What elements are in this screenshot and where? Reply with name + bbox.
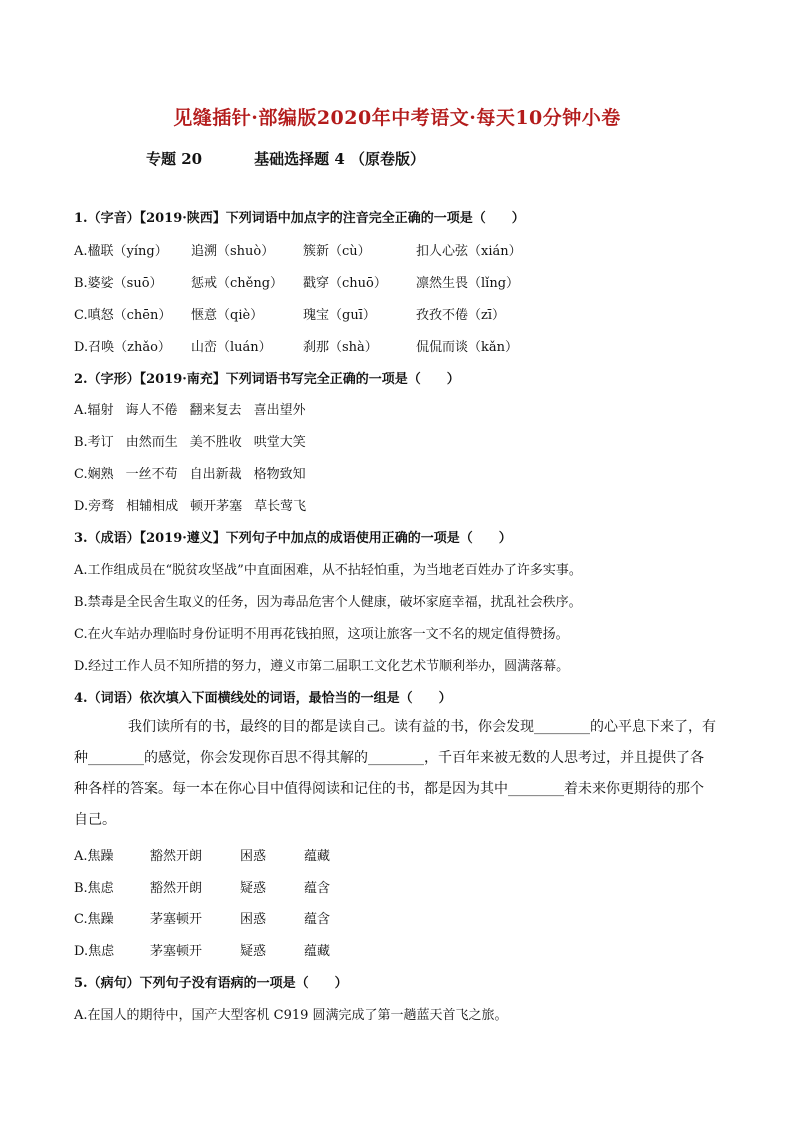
option-word: 格物致知 — [253, 467, 306, 482]
option-word: D.焦虑 — [74, 944, 115, 959]
option-word: 豁然开朗 — [150, 849, 203, 864]
option-word: 蕴藏 — [304, 944, 331, 959]
option-word: A.楹联（yíng） — [74, 244, 168, 259]
option-word: B.考订 — [74, 435, 114, 450]
option-word: D.召唤（zhǎo） — [74, 340, 171, 355]
topic-label: 专题 20 — [146, 150, 203, 168]
q1-option-c — [74, 304, 505, 323]
option-word: 侃侃而谈（kǎn） — [416, 340, 519, 355]
option-word: 豁然开朗 — [150, 881, 203, 896]
option-word: 疑惑 — [240, 944, 267, 959]
q3-option-a: A.工作组成员在“脱贫攻坚战”中直面困难，从不拈轻怕重，为当地老百姓办了许多实事。 — [74, 563, 582, 578]
passage-line: 自己。 — [74, 812, 116, 828]
q4-option-d — [74, 940, 330, 959]
option-word: 孜孜不倦（zī） — [416, 308, 506, 323]
q2-option-a — [74, 399, 306, 418]
option-word: C.焦躁 — [74, 912, 114, 927]
option-word: 由然而生 — [125, 435, 178, 450]
q4-option-b — [74, 877, 330, 896]
q2-option-d — [74, 495, 306, 514]
question-5-stem: 5.（病句）下列句子没有语病的一项是（ ） — [74, 976, 348, 991]
option-word: A.焦躁 — [74, 849, 114, 864]
question-4-stem: 4.（词语）依次填入下面横线处的词语，最恰当的一组是（ ） — [74, 691, 452, 706]
q1-option-a — [74, 240, 522, 259]
q4-option-c — [74, 908, 330, 927]
question-3-stem: 3.（成语）【2019·遵义】下列句子中加点的成语使用正确的一项是（ ） — [74, 531, 512, 546]
question-2-stem: 2.（字形）【2019·南充】下列词语书写完全正确的一项是（ ） — [74, 372, 460, 387]
question-1-stem: 1.（字音）【2019·陕西】下列词语中加点字的注音完全正确的一项是（ ） — [74, 211, 525, 226]
option-word: 追溯（shuò） — [191, 244, 275, 259]
page-title: 见缝插针·部编版2020年中考语文·每天10分钟小卷 — [173, 107, 621, 129]
option-word: A.辐射 — [74, 403, 114, 418]
option-word: 山峦（luán） — [191, 340, 272, 355]
passage-line: 种________的感觉，你会发现你百思不得其解的________，千百年来被无数的人思考过，并且提供了各 — [74, 750, 704, 766]
option-word: 惩戒（chěng） — [191, 276, 284, 291]
option-word: 簇新（cù） — [303, 244, 371, 259]
passage-line: 种各样的答案。每一本在你心目中值得阅读和记住的书，都是因为其中________着未来你更期待的那个 — [74, 781, 704, 797]
option-word: B.婆娑（suō） — [74, 276, 163, 291]
passage-line: 我们读所有的书，最终的目的都是读自己。读有益的书，你会发现________的心平息下来了，有 — [128, 719, 716, 735]
option-word: 翻来复去 — [189, 403, 242, 418]
option-word: 蕴含 — [304, 881, 331, 896]
option-word: 蕴含 — [304, 912, 331, 927]
option-word: 草长莺飞 — [254, 499, 307, 514]
option-word: 茅塞顿开 — [150, 912, 203, 927]
option-word: 一丝不苟 — [125, 467, 178, 482]
q3-option-d: D.经过工作人员不知所措的努力，遵义市第二届职工文化艺术节顺利举办，圆满落幕。 — [74, 659, 570, 674]
option-word: 凛然生畏（lǐng） — [416, 276, 520, 291]
option-word: 蕴藏 — [304, 849, 331, 864]
q2-option-c — [74, 463, 306, 482]
option-word: 茅塞顿开 — [150, 944, 203, 959]
option-word: 困惑 — [240, 849, 267, 864]
option-word: 困惑 — [240, 912, 267, 927]
option-word: 相辅相成 — [126, 499, 179, 514]
option-word: 哄堂大笑 — [253, 435, 306, 450]
option-word: 自出新裁 — [189, 467, 242, 482]
option-word: 疑惑 — [240, 881, 267, 896]
option-word: 戳穿（chuō） — [303, 276, 387, 291]
option-word: 惬意（qiè） — [191, 308, 264, 323]
option-word: C.嗔怒（chēn） — [74, 308, 172, 323]
option-word: D.旁骛 — [74, 499, 115, 514]
subtitle — [146, 148, 425, 169]
q3-option-b: B.禁毒是全民舍生取义的任务，因为毒品危害个人健康，破坏家庭幸福，扰乱社会秩序。 — [74, 595, 582, 610]
q3-option-c: C.在火车站办理临时身份证明不用再花钱拍照，这项让旅客一文不名的规定值得赞扬。 — [74, 627, 569, 642]
q1-option-b — [74, 272, 519, 291]
topic-name: 基础选择题 4 （原卷版） — [254, 150, 425, 168]
q5-option-a: A.在国人的期待中，国产大型客机 C919 圆满完成了第一趟蓝天首飞之旅。 — [74, 1008, 508, 1023]
option-word: C.娴熟 — [74, 467, 114, 482]
option-word: 顿开茅塞 — [190, 499, 243, 514]
option-word: B.焦虑 — [74, 881, 114, 896]
q4-option-a — [74, 845, 330, 864]
option-word: 瑰宝（guī） — [303, 308, 376, 323]
q1-option-d — [74, 336, 518, 355]
q4-passage — [74, 712, 726, 836]
option-word: 喜出望外 — [253, 403, 306, 418]
option-word: 刹那（shà） — [303, 340, 378, 355]
option-word: 扣人心弦（xián） — [416, 244, 522, 259]
q2-option-b — [74, 431, 306, 450]
option-word: 美不胜收 — [189, 435, 242, 450]
option-word: 诲人不倦 — [125, 403, 178, 418]
